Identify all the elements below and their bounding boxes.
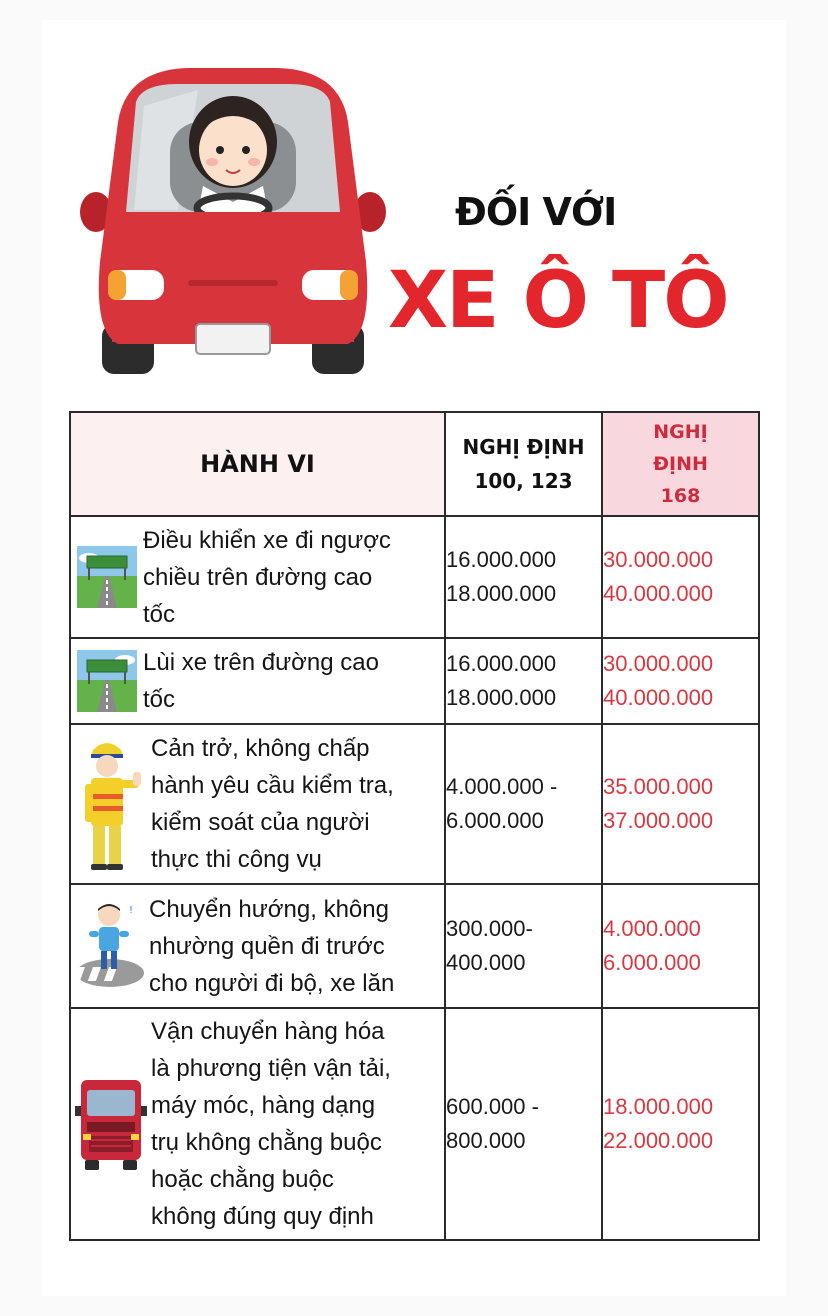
old-fine-cell: 4.000.000 - 6.000.000 — [445, 724, 602, 884]
highway-icon — [71, 650, 143, 712]
traffic-police-icon — [71, 734, 151, 874]
title-line-1: ĐỐI VỚI — [455, 190, 617, 234]
fines-table — [69, 411, 760, 1241]
behavior-cell: Vận chuyển hàng hóa là phương tiện vận tải, máy móc, hàng dạng trụ không chằng buộc hoặc chằng buộc không đúng quy định — [70, 1008, 445, 1240]
table-row — [70, 638, 759, 724]
old-fine-cell: 300.000- 400.000 — [445, 884, 602, 1008]
table-row — [70, 724, 759, 884]
old-fine-cell: 16.000.000 18.000.000 — [445, 516, 602, 638]
title-line-2: XE Ô TÔ — [388, 256, 728, 346]
behavior-cell: Cản trở, không chấp hành yêu cầu kiểm tra, kiểm soát của người thực thi công vụ — [70, 724, 445, 884]
car-driver-illustration — [78, 62, 388, 382]
behavior-cell: Điều khiển xe đi ngược chiều trên đường cao tốc — [70, 516, 445, 638]
behavior-cell: ! Chuyển hướng, không nhường quền đi trước cho người đi bộ, xe lăn — [70, 884, 445, 1008]
column-header-behavior: HÀNH VI — [70, 412, 445, 516]
pedestrian-crossing-icon — [71, 901, 149, 991]
behavior-cell: Lùi xe trên đường cao tốc — [70, 638, 445, 724]
new-fine-cell: 30.000.000 40.000.000 — [602, 638, 759, 724]
new-fine-cell: 35.000.000 37.000.000 — [602, 724, 759, 884]
new-fine-cell: 4.000.000 6.000.000 — [602, 884, 759, 1008]
table-row — [70, 1008, 759, 1240]
column-header-old-decree: NGHỊ ĐỊNH 100, 123 — [445, 412, 602, 516]
column-header-new-decree: NGHỊ ĐỊNH 168 — [602, 412, 759, 516]
truck-icon — [71, 1076, 151, 1172]
table-header-row — [70, 412, 759, 516]
highway-icon — [71, 546, 143, 608]
table-row — [70, 884, 759, 1008]
old-fine-cell: 16.000.000 18.000.000 — [445, 638, 602, 724]
old-fine-cell: 600.000 - 800.000 — [445, 1008, 602, 1240]
new-fine-cell: 18.000.000 22.000.000 — [602, 1008, 759, 1240]
new-fine-cell: 30.000.000 40.000.000 — [602, 516, 759, 638]
table-row — [70, 516, 759, 638]
svg-text:!: ! — [129, 905, 134, 916]
